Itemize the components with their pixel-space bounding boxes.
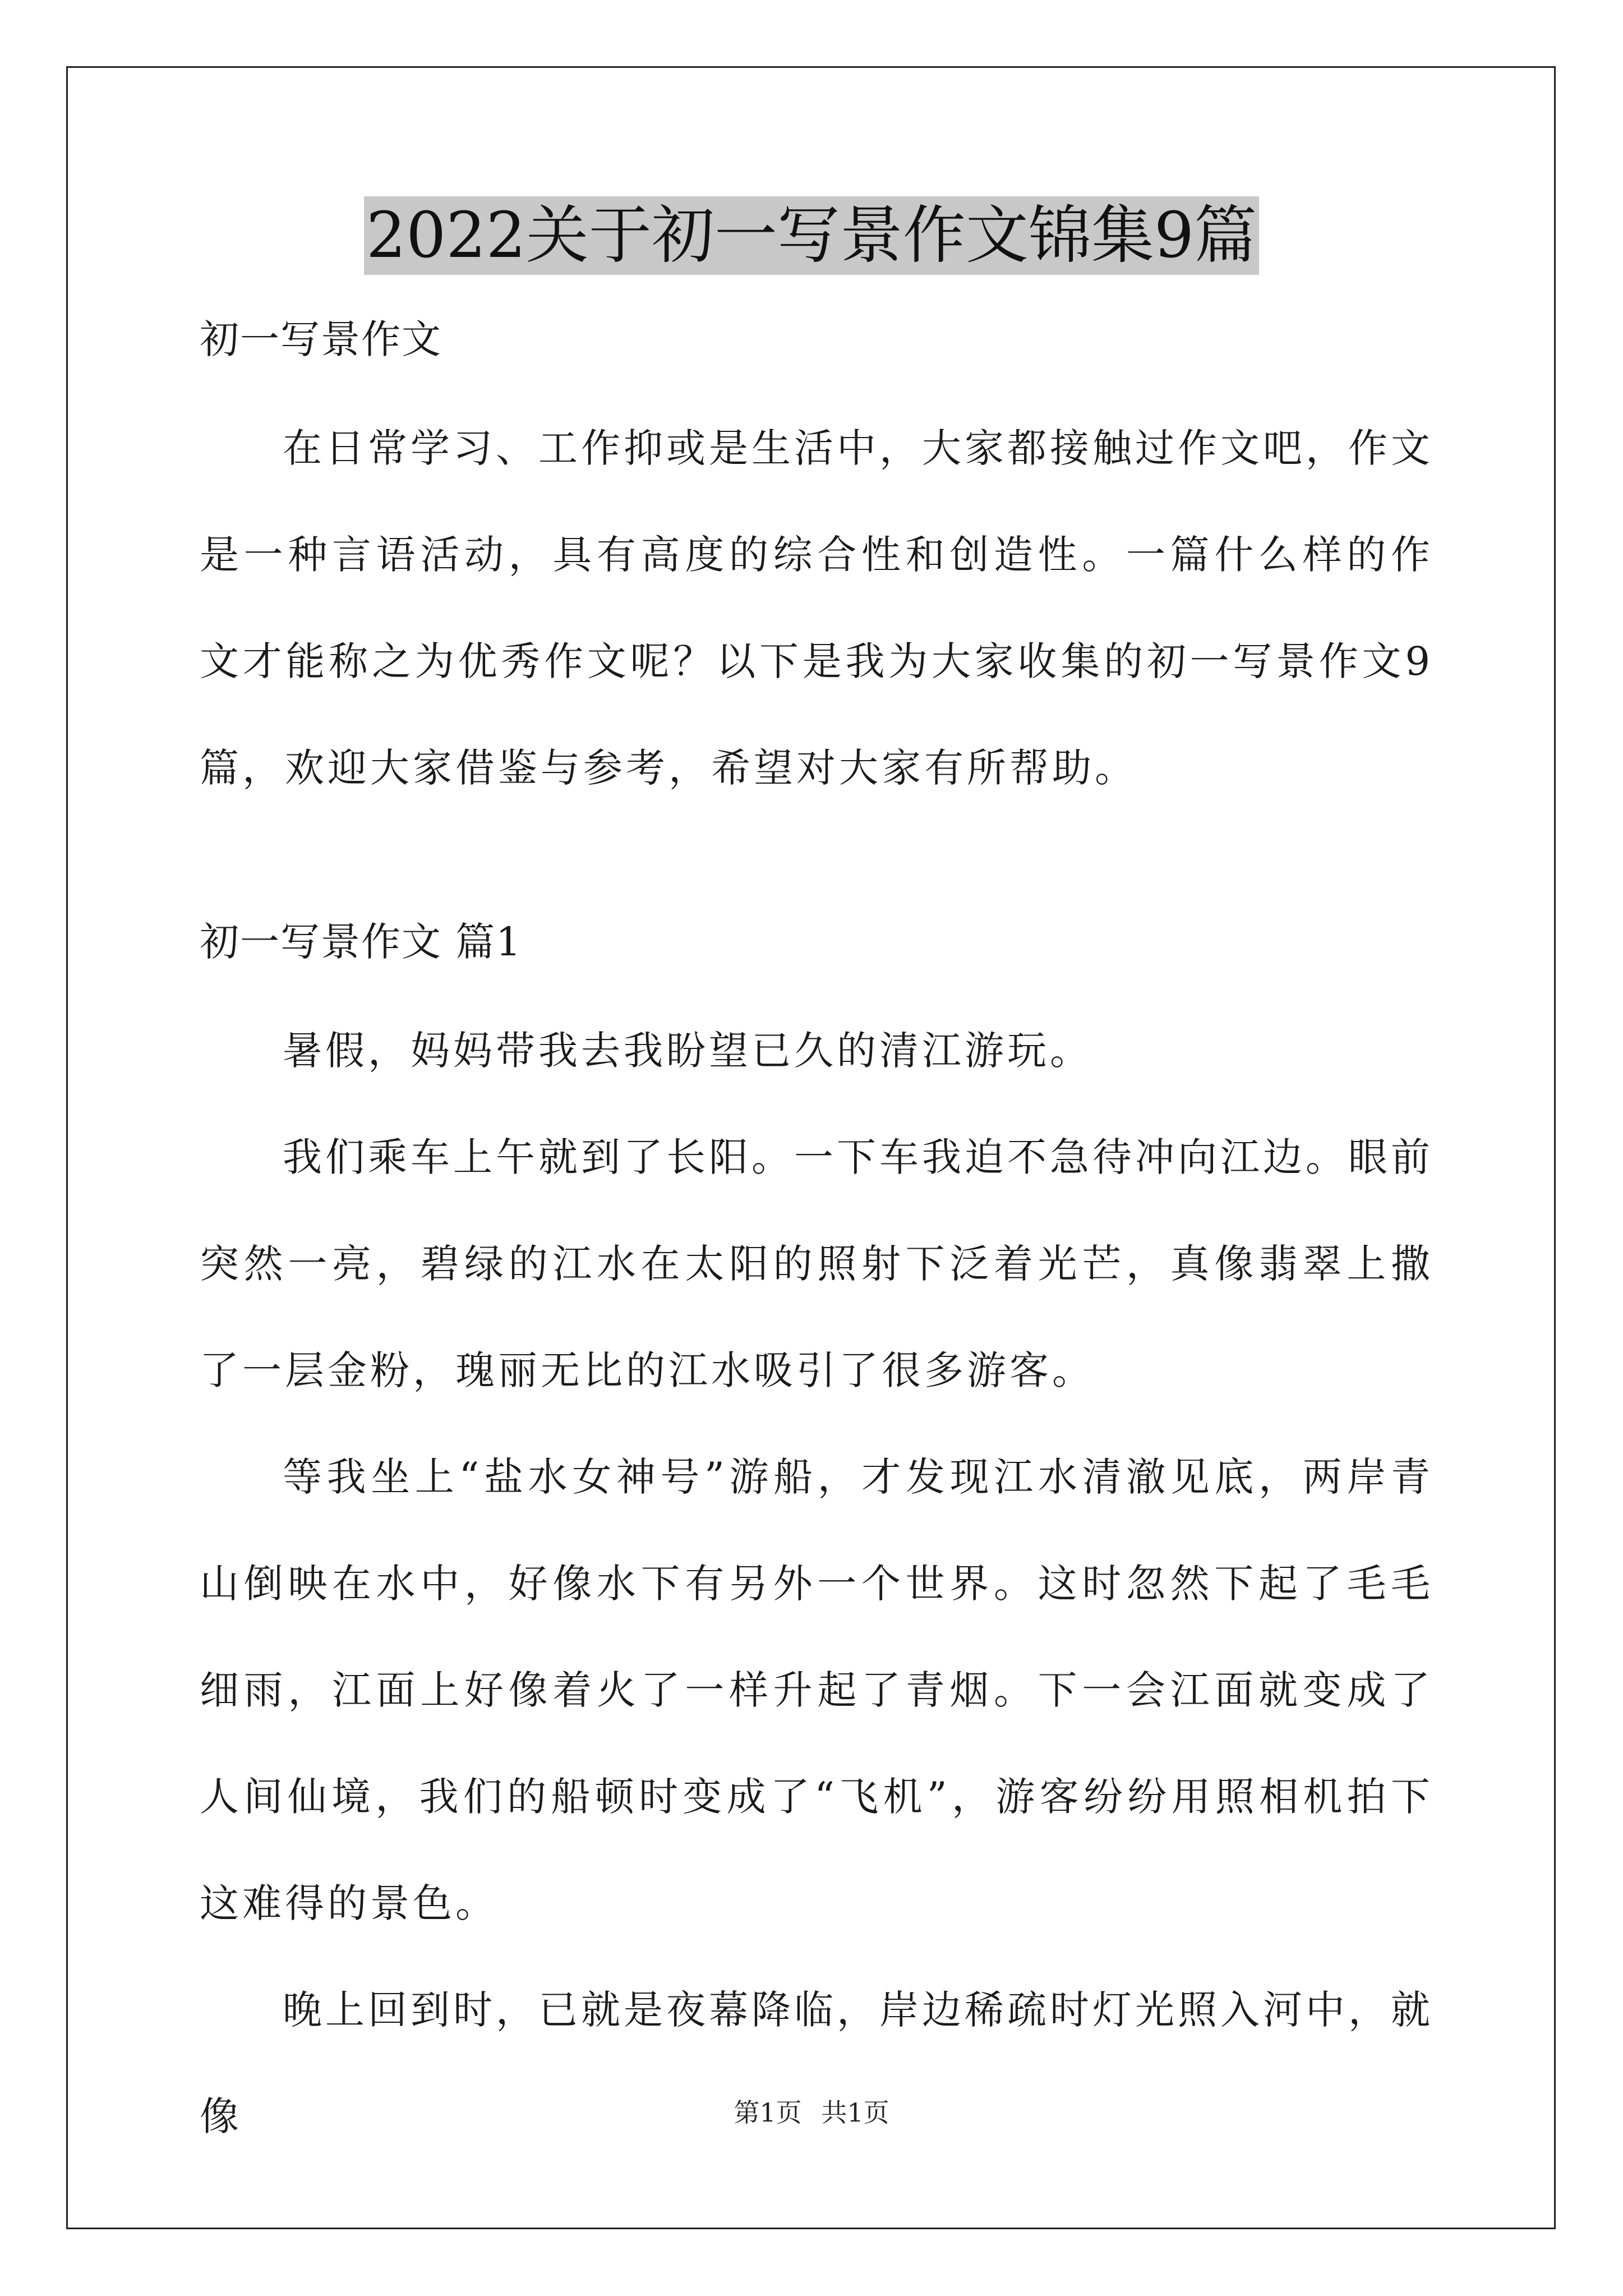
section1-paragraph: 等我坐上“盐水女神号”游船，才发现江水清澈见底，两岸青山倒映在水中，好像水下有另外一个世界。这时忽然下起了毛毛细雨，江面上好像着火了一样升起了青烟。下一会江面就变成了人间仙境，我们的船顿时变成了“飞机”，游客纷纷用照相机拍下这难得的景色。	[200, 1454, 1433, 1926]
section1-paragraph: 我们乘车上午就到了长阳。一下车我迫不急待冲向江边。眼前突然一亮，碧绿的江水在太阳的照射下泛着光芒，真像翡翠上撒了一层金粉，瑰丽无比的江水吸引了很多游客。	[200, 1134, 1433, 1393]
intro-heading: 初一写景作文	[200, 316, 442, 362]
document-title: 2022关于初一写景作文锦集9篇	[364, 196, 1259, 275]
page-footer	[0, 2092, 1623, 2129]
page-number-total: 共1页	[821, 2097, 889, 2128]
section1-heading: 初一写景作文 篇1	[200, 919, 522, 965]
intro-paragraph: 在日常学习、工作抑或是生活中，大家都接触过作文吧，作文是一种言语活动，具有高度的综合性和创造性。一篇什么样的作文才能称之为优秀作文呢？以下是我为大家收集的初一写景作文9篇，欢迎大家借鉴与参考，希望对大家有所帮助。	[200, 425, 1433, 791]
section1-paragraph: 晚上回到时，已就是夜幕降临，岸边稀疏时灯光照入河中，就像	[200, 1987, 1433, 2139]
page-number-current: 第1页	[734, 2097, 802, 2128]
title-wrap	[0, 196, 1623, 275]
section1-paragraph: 暑假，妈妈带我去我盼望已久的清江游玩。	[283, 1028, 1092, 1074]
document-body	[200, 303, 1433, 2170]
